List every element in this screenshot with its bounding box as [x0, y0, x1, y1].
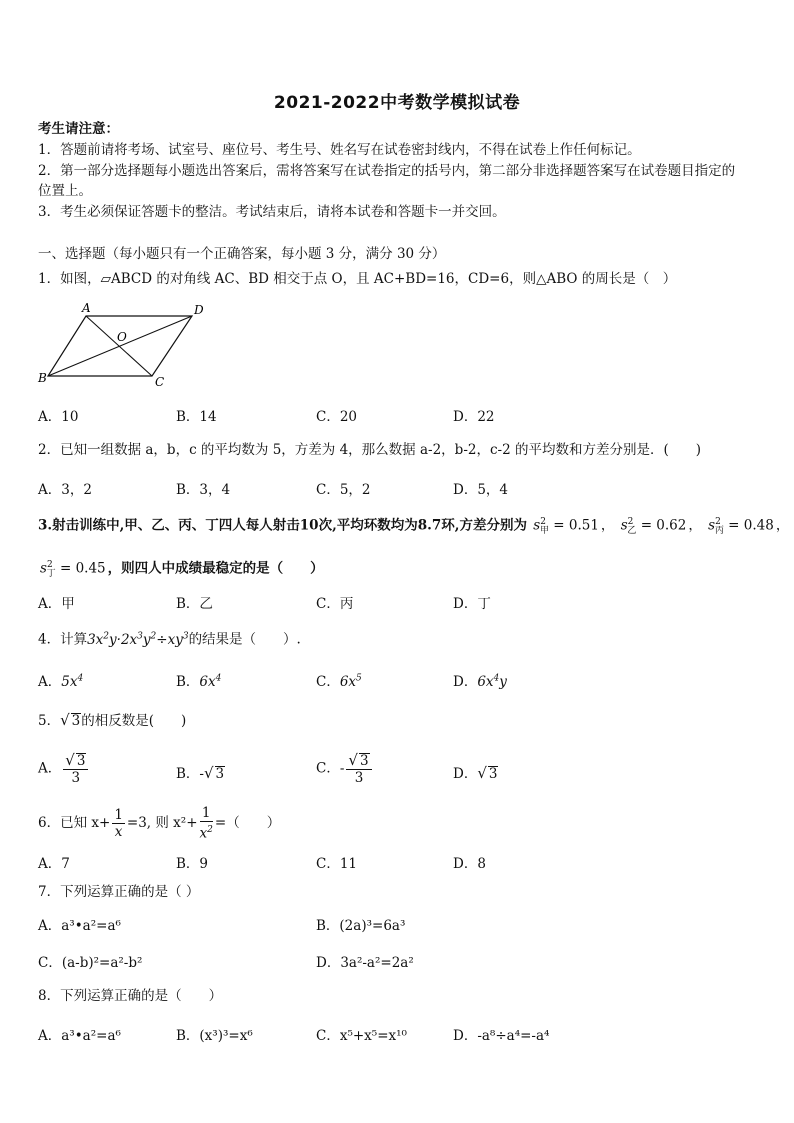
question-7-options-row-1: [38, 914, 758, 936]
q8-option-d[interactable]: D．-a⁸÷a⁴=-a⁴: [453, 1028, 550, 1044]
question-7-text: 7．下列运算正确的是（ ）: [38, 884, 200, 900]
question-2-options: [38, 478, 758, 500]
question-1-options: [38, 405, 758, 427]
question-7-options-row-2: [38, 951, 758, 973]
label-c: C: [155, 375, 165, 389]
q2-option-b[interactable]: B．3，4: [176, 482, 231, 498]
section-heading: 一、选择题（每小题只有一个正确答案，每小题 3 分，满分 30 分）: [38, 246, 446, 262]
label-o: O: [117, 330, 127, 344]
question-5-text: 5．√ 3的相反数是( ): [38, 711, 187, 729]
q3-option-d[interactable]: D．丁: [453, 596, 491, 612]
question-5-options: [38, 752, 758, 792]
q8-option-c[interactable]: C．x⁵+x⁵=x¹⁰: [316, 1028, 407, 1044]
question-3-tail: ，则四人中成绩最稳定的是（ ）: [107, 560, 324, 577]
q6-option-b[interactable]: B．9: [176, 856, 209, 872]
q4-option-c[interactable]: C．$6x^5$: [316, 673, 362, 690]
q2-option-d[interactable]: D．5，4: [453, 482, 509, 498]
notice-item-2-cont: 位置上。: [38, 183, 92, 199]
variance-yi: $s^2_乙 = 0.62$: [620, 517, 687, 537]
q3-option-a[interactable]: A．甲: [38, 596, 75, 612]
q5-option-c[interactable]: C．- $\frac{√ 3}{3}$: [316, 752, 374, 786]
q7-option-c[interactable]: C．(a-b)²=a²-b²: [38, 955, 143, 971]
q1-option-d[interactable]: D．22: [453, 409, 495, 425]
label-d: D: [194, 303, 204, 317]
question-8-text: 8．下列运算正确的是（ ）: [38, 988, 223, 1004]
q2-option-c[interactable]: C．5，2: [316, 482, 371, 498]
q4-option-d[interactable]: D．$6x^4y$: [453, 673, 507, 690]
q5-option-a[interactable]: A． $\frac{√ 3}{3}$: [38, 752, 90, 786]
page-title: 2021-2022中考数学模拟试卷: [273, 93, 521, 113]
q5-option-d[interactable]: D．√ 3: [453, 764, 498, 782]
q5-option-b[interactable]: B．-√ 3: [176, 764, 225, 782]
diagonal-bd: [48, 316, 192, 376]
q8-option-a[interactable]: A．a³•a²=a⁶: [38, 1028, 121, 1044]
question-2-text: 2．已知一组数据 a，b，c 的平均数为 5，方差为 4，那么数据 a-2，b-2，c-2 的平均数和方差分别是．( ): [38, 442, 702, 458]
notice-item-2: 2．第一部分选择题每小题选出答案后，需将答案写在试卷指定的括号内，第二部分非选择题答案写在试卷题目指定的: [38, 163, 736, 179]
q4-option-a[interactable]: A．$5x^4$: [38, 673, 84, 690]
q1-option-b[interactable]: B．14: [176, 409, 217, 425]
q3-option-b[interactable]: B．乙: [176, 596, 213, 612]
q3-option-c[interactable]: C．丙: [316, 596, 354, 612]
variance-ding: $s^2_丁 = 0.45$: [40, 560, 106, 580]
q1-option-a[interactable]: A．10: [38, 409, 79, 425]
label-a: A: [82, 301, 91, 315]
notice-heading: 考生请注意：: [38, 121, 119, 137]
question-3-line-2: [38, 556, 324, 583]
question-3-line-1: 3.射击训练中,甲、乙、丙、丁四人每人射击10次,平均环数均为8.7环,方差分别为 $s^2_甲 = 0.51$ ， $s^2_乙 = 0.62$ ， $s^2_丙 = 0.48$ ，: [38, 513, 789, 540]
question-3-options: [38, 592, 758, 614]
q7-option-d[interactable]: D．3a²-a²=2a²: [316, 955, 414, 971]
parallelogram-figure: [36, 300, 216, 392]
q6-option-d[interactable]: D．8: [453, 856, 486, 872]
variance-bing: $s^2_丙 = 0.48$: [708, 517, 774, 537]
notice-item-3: 3．考生必须保证答题卡的整洁。考试结束后，请将本试卷和答题卡一并交回。: [38, 204, 506, 220]
q4-option-b[interactable]: B．$6x^4$: [176, 673, 222, 690]
notice-item-1: 1．答题前请将考场、试室号、座位号、考生号、姓名写在试卷密封线内，不得在试卷上作任何标记。: [38, 142, 641, 158]
question-3-text: 3.射击训练中,甲、乙、丙、丁四人每人射击10次,平均环数均为8.7环,方差分别为: [38, 517, 527, 534]
label-b: B: [38, 371, 47, 385]
q4-expression: $3x^2y\cdot 2x^3y^2\div xy^3$: [87, 631, 189, 648]
q8-option-b[interactable]: B．(x³)³=x⁶: [176, 1028, 253, 1044]
question-4-text: 4．计算$3x^2y\cdot 2x^3y^2\div xy^3$的结果是（ ）.: [38, 631, 301, 648]
question-6-text: 6．已知 x+ $\frac{1}{x}$ =3, 则 x²+ $\frac{1}{x^2}$ =（ ）: [38, 805, 281, 842]
question-4-options: [38, 670, 758, 692]
q2-option-a[interactable]: A．3，2: [38, 482, 92, 498]
question-8-options: [38, 1024, 758, 1046]
q1-option-c[interactable]: C．20: [316, 409, 358, 425]
question-6-options: [38, 852, 758, 874]
variance-jia: $s^2_甲 = 0.51$: [533, 517, 599, 537]
q7-option-a[interactable]: A．a³•a²=a⁶: [38, 918, 121, 934]
question-1-text: 1．如图，▱ABCD 的对角线 AC、BD 相交于点 O，且 AC+BD=16，CD=6，则△ABO 的周长是（ ）: [38, 271, 677, 287]
q7-option-b[interactable]: B．(2a)³=6a³: [316, 918, 406, 934]
q6-option-c[interactable]: C．11: [316, 856, 358, 872]
q6-option-a[interactable]: A．7: [38, 856, 70, 872]
